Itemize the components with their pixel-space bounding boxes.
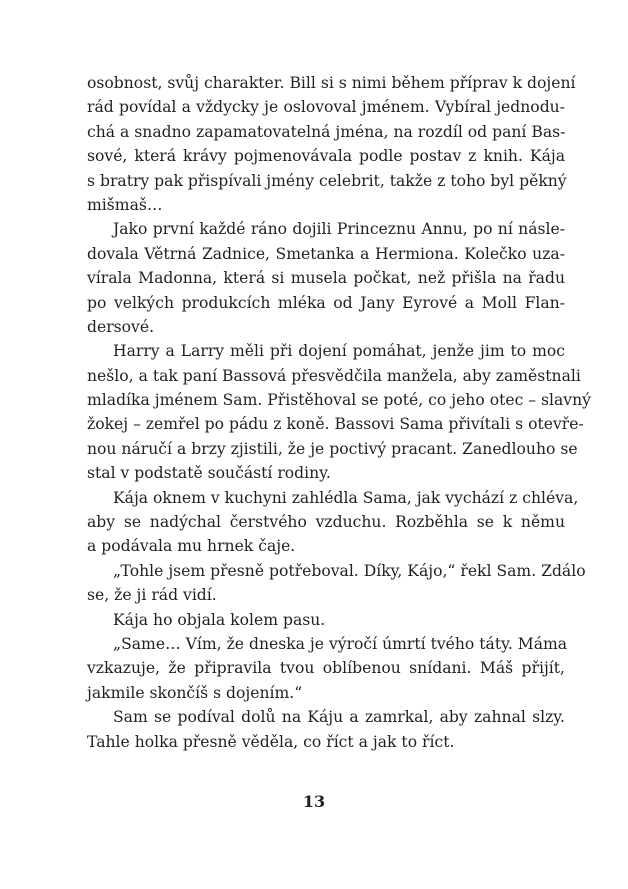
text-line: se, že ji rád vidí. — [87, 586, 217, 605]
text-line: Kája ho objala kolem pasu. — [113, 610, 326, 629]
paragraph — [87, 217, 565, 339]
text-line: dersové. — [87, 317, 155, 336]
text-line: chá a snadno zapamatovatelná jména, na rozdíl od paní Bas- — [87, 122, 566, 141]
paragraph — [87, 71, 576, 217]
page-number: 13 — [302, 792, 326, 811]
text-line: „Tohle jsem přesně potřeboval. Díky, Kájo,“ řekl Sam. Zdálo — [113, 561, 586, 580]
text-line: osobnost, svůj charakter. Bill si s nimi během příprav k dojení — [87, 74, 576, 92]
paragraph — [87, 559, 586, 608]
text-line: mišmaš… — [87, 195, 163, 214]
text-line: Sam se podíval dolů na Káju a zamrkal, aby zahnal slzy. — [113, 708, 565, 727]
text-line: Jako první každé ráno dojili Princeznu Annu, po ní násle- — [113, 220, 565, 239]
text-line: dovala Větrná Zadnice, Smetanka a Hermiona. Kolečko uza- — [87, 244, 565, 263]
text-line: s bratry pak přispívali jmény celebrit, takže z toho byl pěkný — [87, 171, 567, 190]
text-line: mladíka jménem Sam. Přistěhoval se poté, co jeho otec – slavný — [87, 391, 591, 410]
text-line: Kája oknem v kuchyni zahlédla Sama, jak vychází z chléva, — [113, 488, 579, 507]
text-line: vzkazuje, že připravila tvou oblíbenou snídani. Máš přijít, — [87, 659, 565, 678]
body-text — [87, 71, 591, 754]
text-line: Tahle holka přesně věděla, co říct a jak to říct. — [87, 732, 455, 751]
text-line: stal v podstatě součástí rodiny. — [87, 464, 331, 483]
text-line: Harry a Larry měli při dojení pomáhat, jenže jim to moc — [113, 342, 565, 361]
text-line: žokej – zemřel po pádu z koně. Bassovi Sama přivítali s otevře- — [87, 415, 584, 434]
text-line: „Same… Vím, že dneska je výročí úmrtí tvého táty. Máma — [113, 634, 568, 653]
paragraph — [87, 339, 591, 485]
text-line: aby se nadýchal čerstvého vzduchu. Rozběhla se k němu — [87, 513, 565, 532]
text-line: vírala Madonna, která si musela počkat, než přišla na řadu — [87, 269, 565, 288]
text-line: nešlo, a tak paní Bassová přesvědčila manžela, aby zaměstnali — [87, 366, 581, 385]
text-line: a podávala mu hrnek čaje. — [87, 537, 296, 556]
text-line: po velkých produkcích mléka od Jany Eyrové a Moll Flan- — [87, 293, 565, 312]
text-line: sové, která krávy pojmenovávala podle postav z knih. Kája — [87, 147, 565, 166]
text-line: rád povídal a vždycky je oslovoval jménem. Vybíral jednodu- — [87, 98, 565, 117]
text-line: jakmile skončíš s dojením.“ — [87, 683, 303, 702]
paragraph — [87, 632, 568, 705]
paragraph — [87, 608, 565, 632]
paragraph — [87, 705, 565, 754]
text-line: nou náručí a brzy zjistili, že je poctivý pracant. Zanedlouho se — [87, 439, 578, 458]
paragraph — [87, 486, 579, 559]
